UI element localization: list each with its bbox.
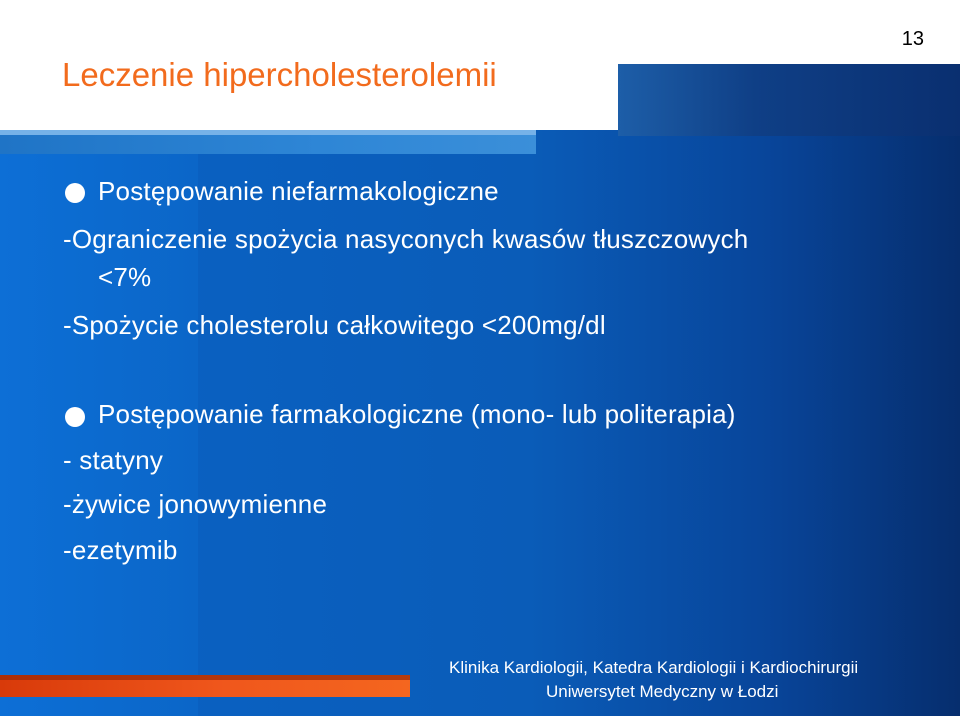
text-line-resins: -żywice jonowymienne	[63, 489, 328, 519]
bullet-item-pharmacological: Postępowanie farmakologiczne (mono- lub politerapia)	[98, 399, 736, 429]
text-line-cholesterol: -Spożycie cholesterolu całkowitego <200mg/dl	[63, 310, 606, 340]
slide-number: 13	[901, 28, 924, 50]
bullet-dot-icon	[65, 407, 85, 427]
bullet-dot-icon	[65, 183, 85, 203]
text-line-ezetimibe: -ezetymib	[63, 535, 178, 565]
footer-university: Uniwersytet Medyczny w Łodzi	[546, 682, 779, 701]
text-line-fat-limit: -Ograniczenie spożycia nasyconych kwasów tłuszczowych	[63, 224, 749, 254]
text-line-statins: - statyny	[63, 445, 164, 475]
footer-accent-edge	[0, 675, 410, 680]
footer-institution: Klinika Kardiologii, Katedra Kardiologii i Kardiochirurgii	[449, 658, 859, 677]
text-line-fat-percent: <7%	[98, 262, 152, 292]
slide-title: Leczenie hipercholesterolemii	[62, 56, 497, 93]
bullet-item-nonpharmacological: Postępowanie niefarmakologiczne	[98, 176, 499, 206]
